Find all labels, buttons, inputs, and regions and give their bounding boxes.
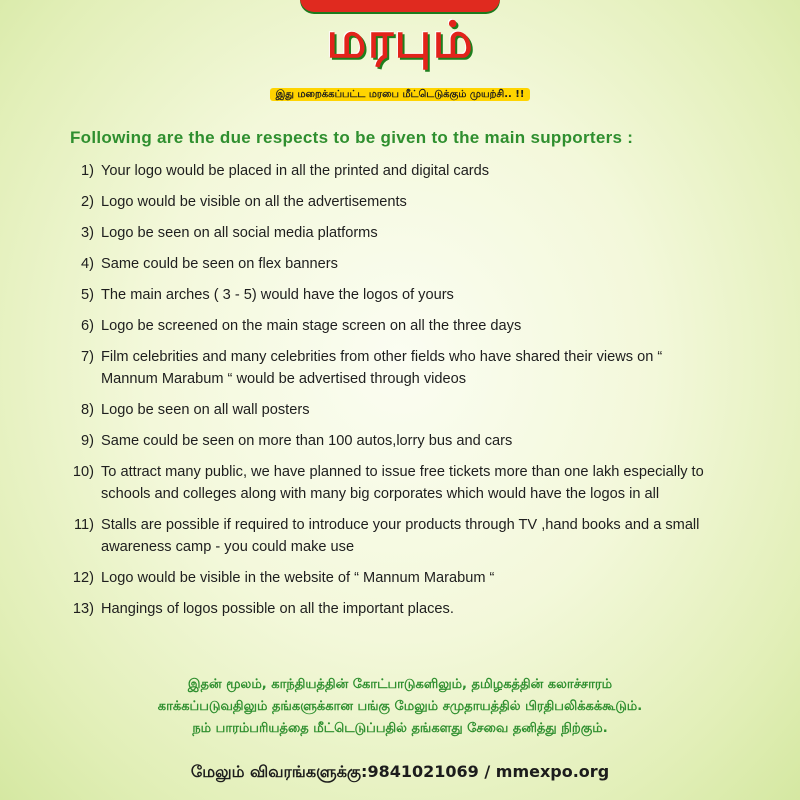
list-item [0,191,800,213]
item-text: Logo would be visible on all the advertisements [101,194,407,210]
list-item [0,160,800,182]
item-text: Same could be seen on flex banners [101,256,338,272]
footer-line: நம் பாரம்பரியத்தை மீட்டெடுப்பதில் தங்களது சேவை தனித்து நிற்கும். [192,721,608,736]
item-text: Logo be seen on all social media platforms [101,225,378,241]
item-number: 9) [81,433,94,449]
item-number: 13) [72,601,94,617]
list-item [0,461,800,505]
item-number: 2) [81,194,94,210]
item-text: To attract many public, we have planned to issue free tickets more than one lakh especially to schools and colleges along with many big corporates which would have the logos in all [101,464,704,502]
item-text: The main arches ( 3 - 5) would have the logos of yours [101,287,454,303]
tagline-text: இது மறைக்கப்பட்ட மரபை மீட்டெடுக்கும் முயற்சி.. !! [270,88,531,101]
supporters-heading: Following are the due respects to be given to the main supporters : [70,128,634,147]
footer-line: இதன் மூலம், காந்தியத்தின் கோட்பாடுகளிலும், தமிழகத்தின் கலாச்சாரம் [187,677,613,692]
item-text: Hangings of logos possible on all the important places. [101,601,454,617]
item-text: Your logo would be placed in all the printed and digital cards [101,163,490,179]
item-number: 8) [81,402,94,418]
item-text: Logo be seen on all wall posters [101,402,310,418]
item-number: 3) [81,225,94,241]
list-item [0,399,800,421]
list-item [0,514,800,558]
item-text: Logo be screened on the main stage screen on all the three days [101,318,522,334]
item-text: Same could be seen on more than 100 autos,lorry bus and cars [101,433,513,449]
list-item [0,284,800,306]
list-item [0,346,800,390]
supporter-benefits-list [0,160,800,629]
logo-title: மரபும் [326,11,474,69]
contact-info: மேலும் விவரங்களுக்கு:9841021069 / mmexpo.org [190,762,610,781]
item-number: 6) [81,318,94,334]
list-item [0,222,800,244]
item-number: 5) [81,287,94,303]
logo [0,0,800,110]
item-number: 4) [81,256,94,272]
item-number: 11) [73,517,94,533]
footer-line: காக்கப்படுவதிலும் தங்களுக்கான பங்கு மேலும் சமுதாயத்தில் பிரதிபலிக்கக்கூடும். [157,699,643,714]
footer-tamil-message [0,674,800,740]
list-item [0,315,800,337]
item-number: 12) [72,570,94,586]
item-number: 1) [81,163,94,179]
item-text: Film celebrities and many celebrities from other fields who have shared their views on “ Mannum Marabum “ would be advertised through videos [101,349,663,387]
item-number: 10) [72,464,94,480]
item-number: 7) [81,349,94,365]
list-item [0,567,800,589]
item-text: Stalls are possible if required to introduce your products through TV ,hand books and a small awareness camp - you could make use [101,517,700,555]
list-item [0,253,800,275]
list-item [0,430,800,452]
list-item [0,598,800,620]
item-text: Logo would be visible in the website of “ Mannum Marabum “ [101,570,495,586]
logo-tagline [0,88,800,102]
